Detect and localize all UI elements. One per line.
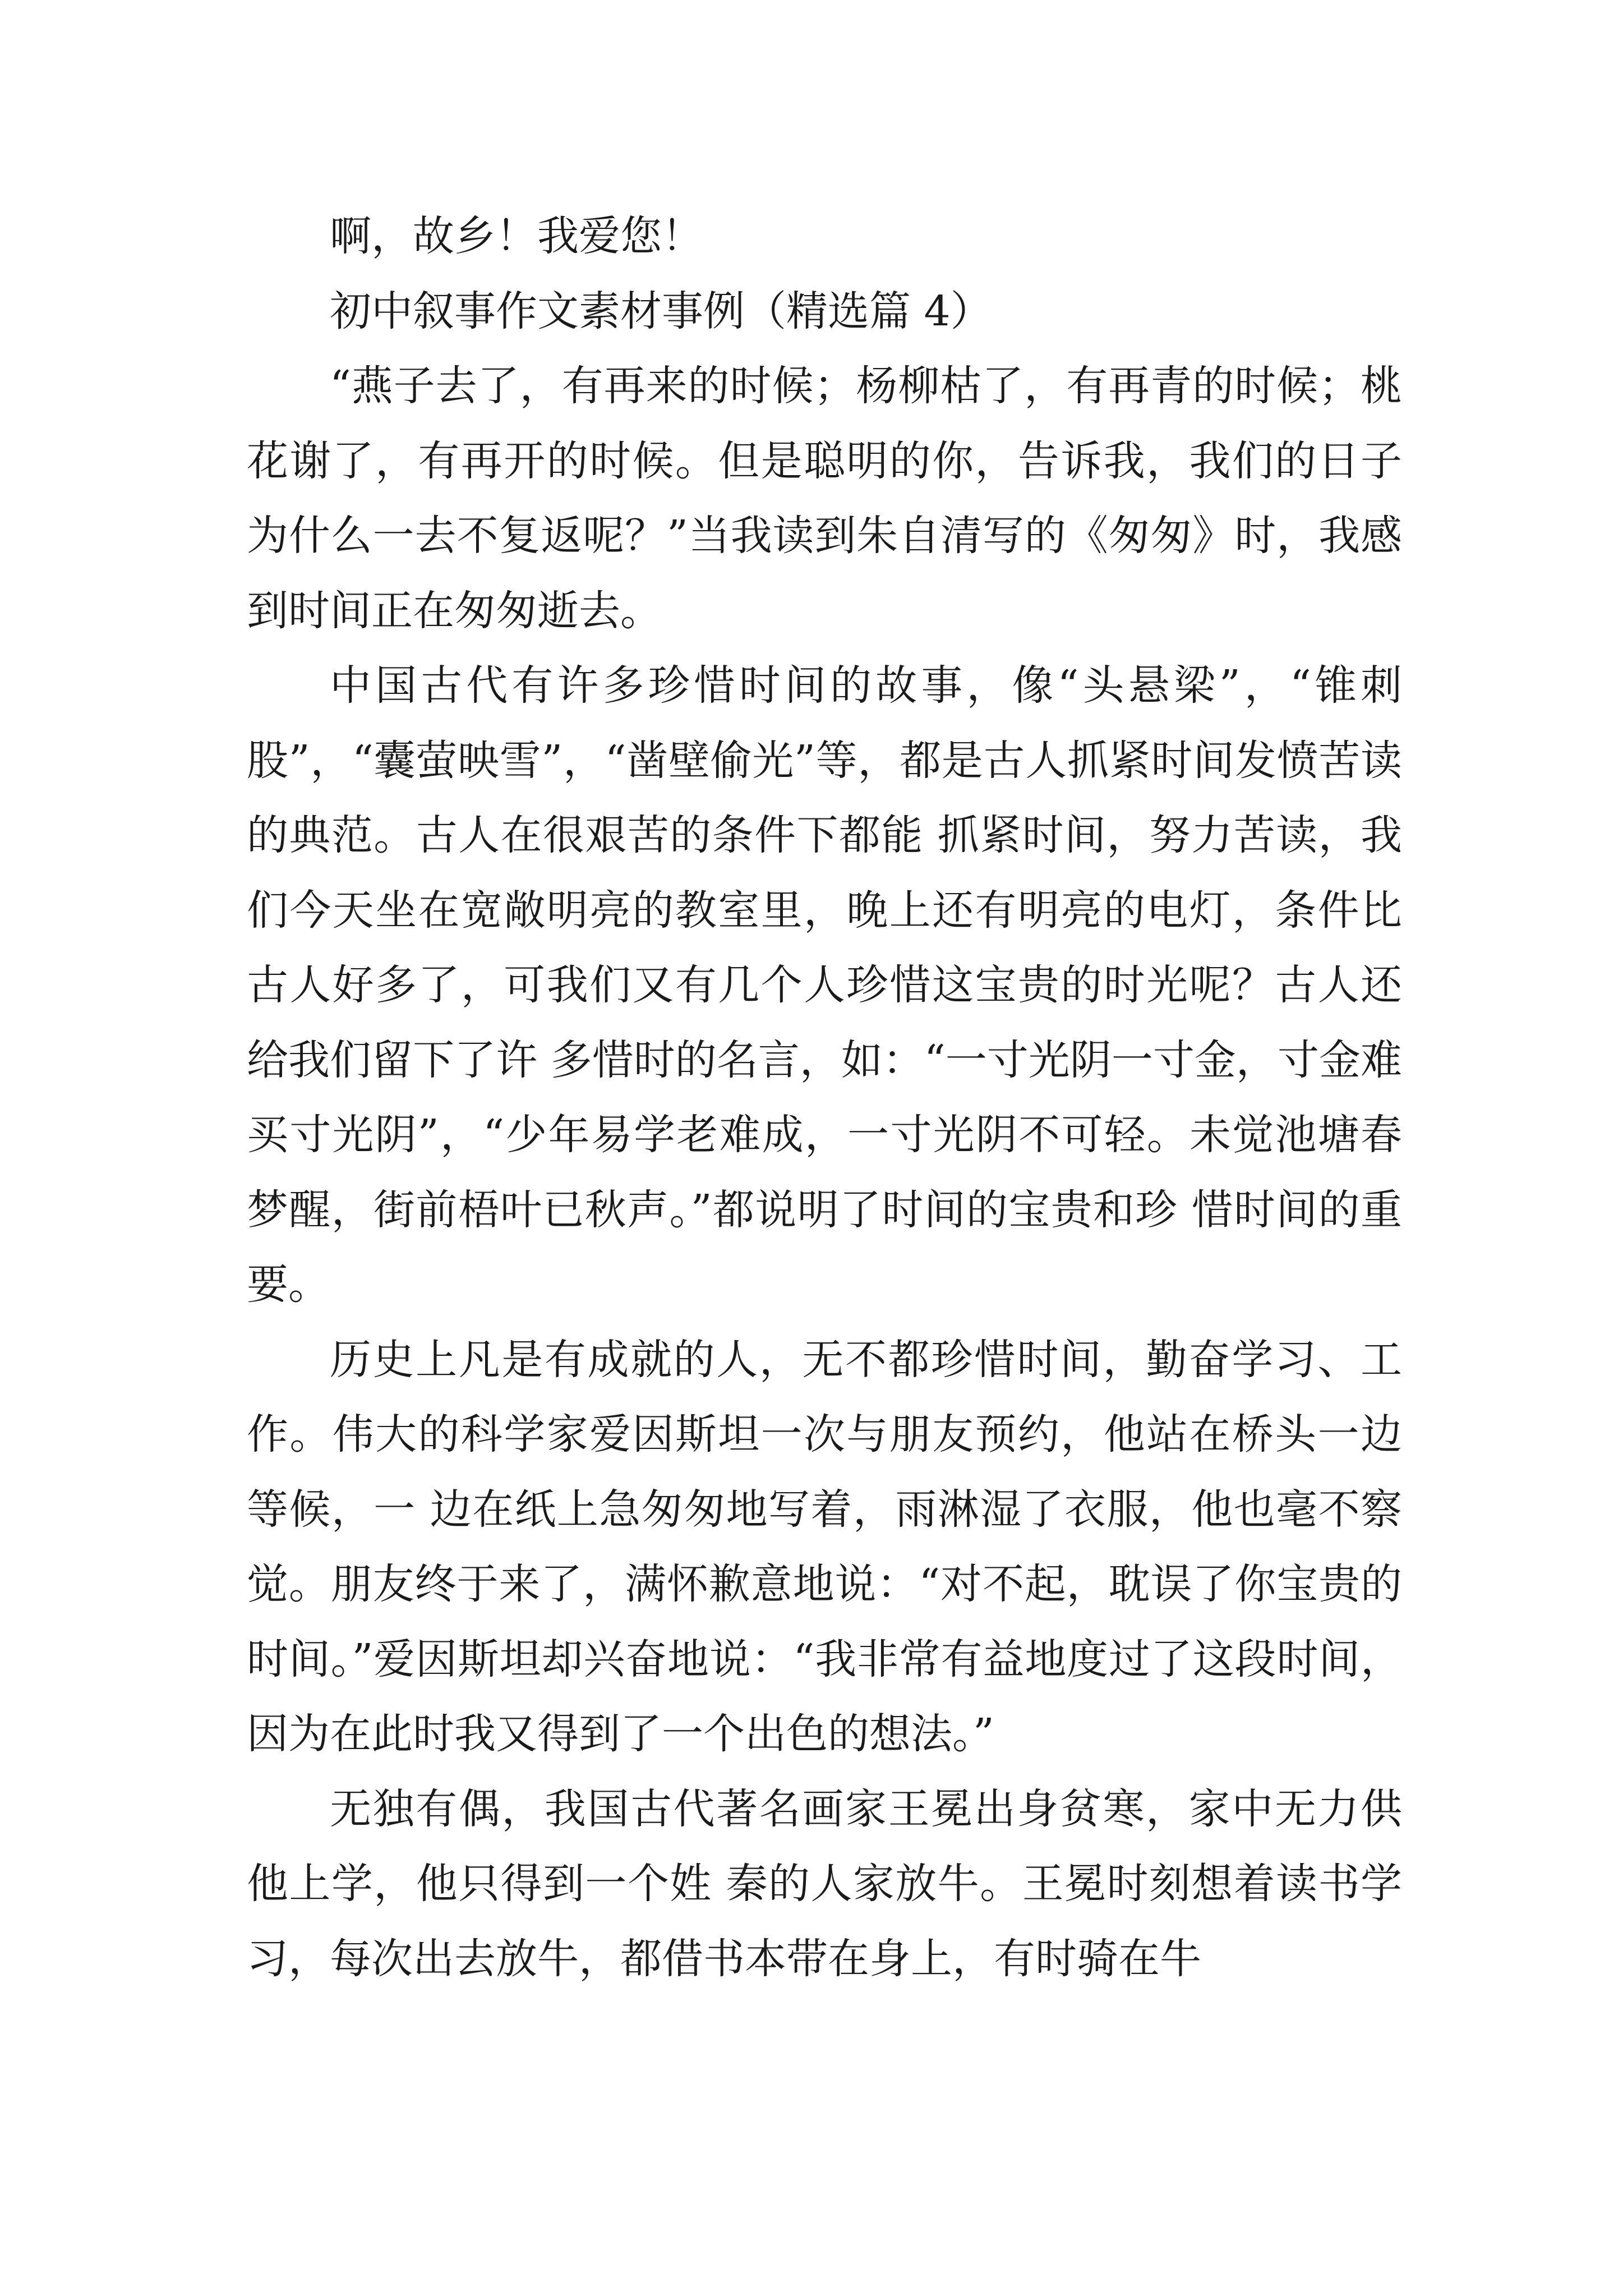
- opening-line: 啊，故乡！我爱您！: [330, 212, 703, 260]
- paragraph: “燕子去了，有再来的时候；杨柳枯了，有再青的时候；桃花谢了，有再开的时候。但是聪明的你，告诉我，我们的日子为什么一去不复返呢？”当我读到朱自清写的《匆匆》时，我感到时间正在匆匆逝去。: [247, 362, 1402, 635]
- paragraph: 中国古代有许多珍惜时间的故事，像“头悬梁”，“锥刺股”，“囊萤映雪”，“凿壁偷光”等，都是古人抓紧时间发愤苦读的典范。古人在很艰苦的条件下都能 抓紧时间，努力苦读，我们今天坐在宽敞明亮的教室里，晚上还有明亮的电灯，条件比古人好多了，可我们又有几个人珍惜这宝贵的时光呢？古人还给我们留下了许 多惜时的名言，如：“一寸光阴一寸金，寸金难买寸光阴”，“少年易学老难成，一寸光阴不可轻。未觉池塘春梦醒，街前梧叶已秋声。”都说明了时间的宝贵和珍 惜时间的重要。: [247, 661, 1402, 1309]
- document-body: [247, 199, 1402, 1996]
- paragraph: 历史上凡是有成就的人，无不都珍惜时间，勤奋学习、工作。伟大的科学家爱因斯坦一次与朋友预约，他站在桥头一边等候，一 边在纸上急匆匆地写着，雨淋湿了衣服，他也毫不察觉。朋友终于来了，满怀歉意地说：“对不起，耽误了你宝贵的时间。”爱因斯坦却兴奋地说：“我非常有益地度过了这段时间，因为在此时我又得到了一个出色的想法。”: [247, 1335, 1402, 1758]
- paragraph: 无独有偶，我国古代著名画家王冕出身贫寒，家中无力供他上学，他只得到一个姓 秦的人家放牛。王冕时刻想着读书学习，每次出去放牛，都借书本带在身上，有时骑在牛: [247, 1784, 1402, 1983]
- section-title: 初中叙事作文素材事例（精选篇 4）: [330, 287, 992, 335]
